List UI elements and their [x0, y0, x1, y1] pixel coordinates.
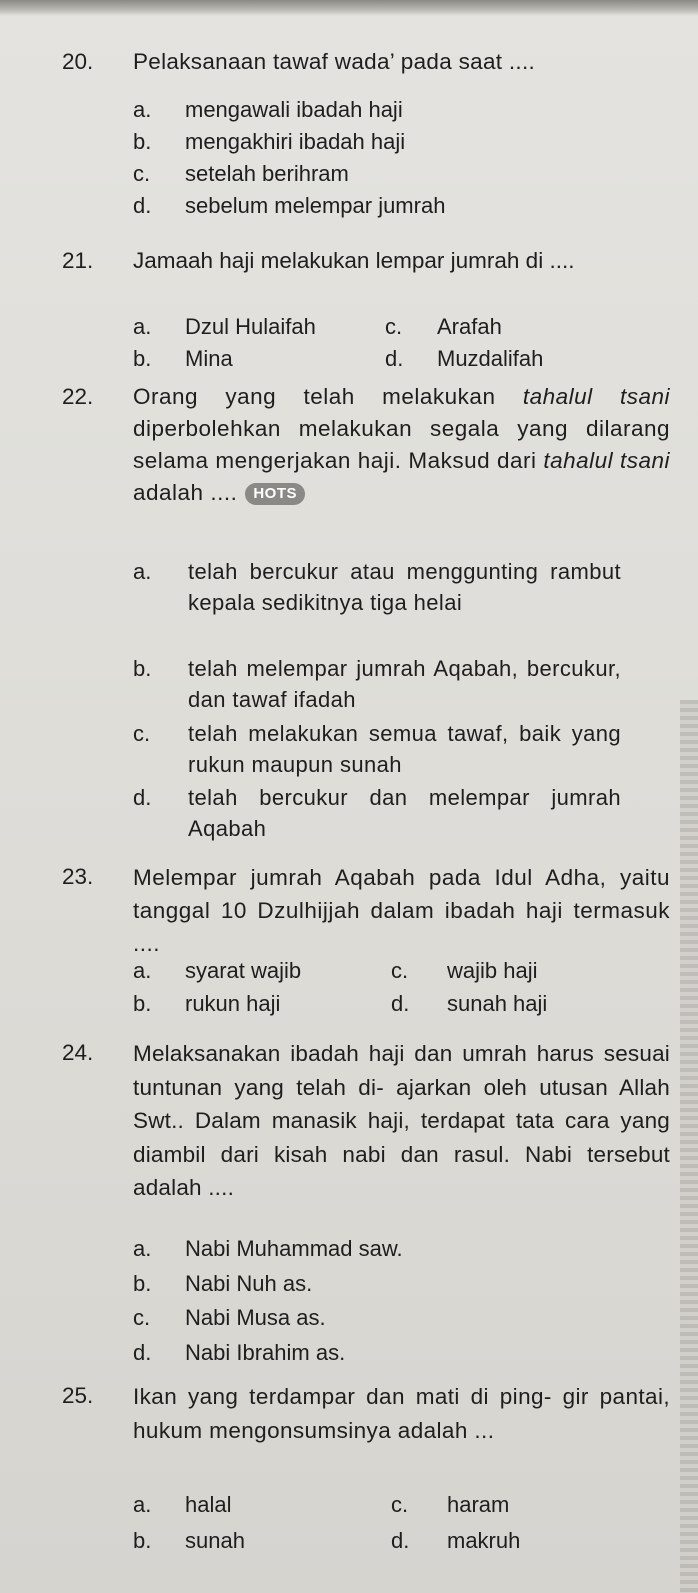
option-text: syarat wajib	[185, 958, 302, 983]
question-stem: Ikan yang terdampar dan mati di ping- gir pantai, hukum mengonsumsinya adalah ...	[133, 1384, 670, 1443]
option-letter: d.	[133, 785, 152, 810]
option-letter: a.	[133, 1492, 152, 1517]
option-21d[interactable]	[385, 343, 543, 374]
option-text: rukun haji	[185, 991, 281, 1016]
option-22a[interactable]	[133, 556, 621, 618]
question-23	[0, 861, 680, 961]
option-text: mengakhiri ibadah haji	[185, 129, 406, 154]
option-text: mengawali ibadah haji	[185, 97, 403, 122]
question-number: 20.	[62, 49, 94, 74]
option-text: Dzul Hulaifah	[185, 314, 316, 339]
question-25	[0, 1380, 680, 1480]
question-number: 24.	[62, 1040, 94, 1065]
option-21a[interactable]	[133, 311, 316, 342]
option-letter: d.	[385, 346, 404, 371]
option-21b[interactable]	[133, 343, 233, 374]
option-text: telah melakukan semua tawaf, baik yang rukun maupun sunah	[188, 721, 621, 777]
option-letter: c.	[391, 958, 409, 983]
option-20c[interactable]	[133, 158, 349, 189]
question-24	[0, 1037, 680, 1237]
option-text: Mina	[185, 346, 233, 371]
option-25b[interactable]	[133, 1525, 245, 1556]
option-text: telah bercukur atau menggunting rambut kepala sedikitnya tiga helai	[188, 559, 621, 615]
option-text: Nabi Musa as.	[185, 1305, 326, 1330]
option-25a[interactable]	[133, 1489, 231, 1520]
question-stem: Melaksanakan ibadah haji dan umrah harus sesuai tuntunan yang telah di- ajarkan oleh utusan Allah Swt.. Dalam manasik haji, terdapat tata cara yang diambil dari kisah nabi dan rasul. Nabi tersebut adalah ....	[133, 1041, 670, 1200]
option-letter: d.	[391, 991, 410, 1016]
page-edge-strip	[680, 700, 698, 1593]
option-letter: b.	[133, 656, 152, 681]
option-letter: b.	[133, 129, 152, 154]
question-number: 23.	[62, 864, 94, 889]
stem-text: adalah ....	[133, 480, 238, 505]
option-letter: b.	[133, 1271, 152, 1296]
option-20d[interactable]	[133, 190, 445, 221]
question-number: 22.	[62, 384, 94, 409]
option-letter: c.	[133, 161, 151, 186]
option-letter: a.	[133, 559, 152, 584]
option-24c[interactable]	[133, 1302, 326, 1333]
option-letter: b.	[133, 991, 152, 1016]
option-23b[interactable]	[133, 988, 280, 1019]
question-number: 25.	[62, 1383, 94, 1408]
option-letter: c.	[391, 1492, 409, 1517]
hots-badge: HOTS	[245, 483, 305, 505]
question-number: 21.	[62, 248, 94, 273]
option-text: Muzdalifah	[437, 346, 544, 371]
option-22b[interactable]	[133, 653, 621, 715]
option-23a[interactable]	[133, 955, 301, 986]
option-text: Arafah	[437, 314, 502, 339]
option-letter: a.	[133, 97, 152, 122]
option-text: haram	[447, 1492, 510, 1517]
page-edge-shadow	[0, 0, 698, 16]
option-text: wajib haji	[447, 958, 538, 983]
question-22	[0, 381, 680, 541]
option-text: Nabi Ibrahim as.	[185, 1340, 346, 1365]
option-text: Nabi Nuh as.	[185, 1271, 313, 1296]
stem-text: Orang yang telah melakukan	[133, 384, 523, 409]
question-stem: Jamaah haji melakukan lempar jumrah di ....	[133, 248, 575, 273]
question-21	[0, 245, 680, 307]
option-letter: c.	[133, 1305, 151, 1330]
question-stem	[133, 381, 670, 509]
option-20a[interactable]	[133, 94, 403, 125]
option-23c[interactable]	[391, 955, 538, 986]
option-letter: a.	[133, 314, 152, 339]
option-letter: b.	[133, 346, 152, 371]
option-letter: c.	[133, 721, 151, 746]
option-letter: d.	[133, 1340, 152, 1365]
option-letter: a.	[133, 958, 152, 983]
question-stem: Melempar jumrah Aqabah pada Idul Adha, yaitu tanggal 10 Dzulhijjah dalam ibadah haji termasuk ....	[133, 865, 670, 956]
option-letter: d.	[133, 193, 152, 218]
stem-term: tahalul tsani	[543, 448, 670, 473]
option-text: sunah	[185, 1528, 245, 1553]
option-24b[interactable]	[133, 1268, 312, 1299]
option-22c[interactable]	[133, 718, 621, 780]
option-25c[interactable]	[391, 1489, 509, 1520]
option-24d[interactable]	[133, 1337, 345, 1368]
question-stem: Pelaksanaan tawaf wada’ pada saat ....	[133, 49, 536, 74]
option-letter: d.	[391, 1528, 410, 1553]
stem-term: tahalul tsani	[522, 384, 670, 409]
option-20b[interactable]	[133, 126, 405, 157]
option-letter: a.	[133, 1236, 152, 1261]
option-22d[interactable]	[133, 782, 621, 844]
option-text: sunah haji	[447, 991, 548, 1016]
option-25d[interactable]	[391, 1525, 520, 1556]
option-letter: b.	[133, 1528, 152, 1553]
option-23d[interactable]	[391, 988, 547, 1019]
option-text: telah melempar jumrah Aqabah, bercukur, dan tawaf ifadah	[188, 656, 621, 712]
option-24a[interactable]	[133, 1233, 403, 1264]
stem-text: diperbolehkan melakukan segala yang dilarang selama mengerjakan haji. Maksud dari	[133, 416, 670, 473]
option-21c[interactable]	[385, 311, 502, 342]
option-text: setelah berihram	[185, 161, 349, 186]
option-text: makruh	[447, 1528, 521, 1553]
option-letter: c.	[385, 314, 403, 339]
option-text: telah bercukur dan melempar jumrah Aqabah	[188, 785, 621, 841]
option-text: halal	[185, 1492, 232, 1517]
option-text: sebelum melempar jumrah	[185, 193, 446, 218]
option-text: Nabi Muhammad saw.	[185, 1236, 403, 1261]
